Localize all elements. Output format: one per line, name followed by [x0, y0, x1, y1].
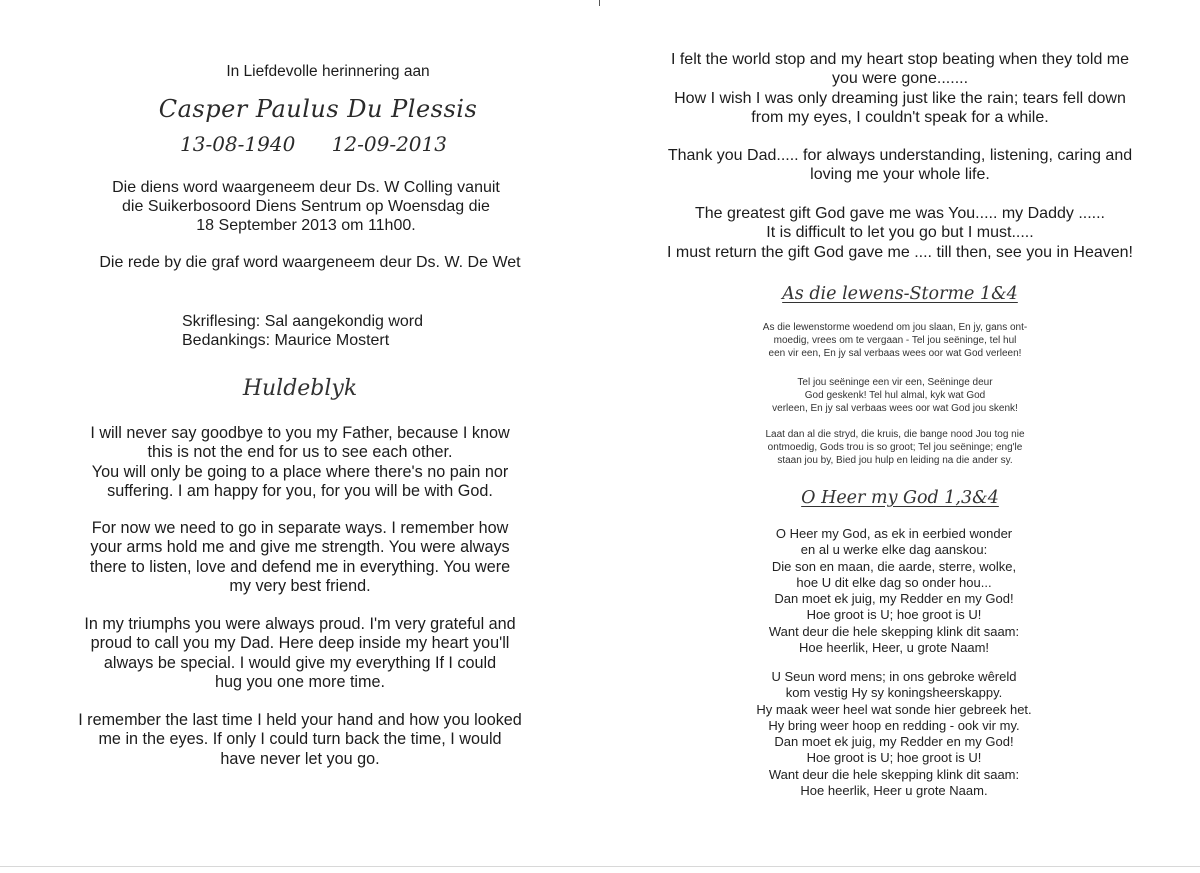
text-line: this is not the end for us to see each other.	[147, 443, 453, 462]
right-page	[600, 0, 1200, 873]
tribute-paragraph	[0, 615, 600, 692]
verse-line: Want deur die hele skepping klink dit saam:	[768, 623, 1020, 639]
verse-line: verleen, En jy sal verbaas wees oor wat God jou skenk!	[772, 403, 1018, 414]
verse-line: Hoe heerlik, Heer, u grote Naam!	[798, 640, 990, 656]
text-line: How I wish I was only dreaming just like the rain; tears fell down	[674, 89, 1126, 107]
tribute-paragraph	[0, 424, 600, 501]
verse-line: As die lewenstorme woedend om jou slaan, En jy, gans ont-	[762, 322, 1028, 333]
text-line: me in the eyes. If only I could turn back the time, I would	[98, 730, 502, 749]
verse-line: en al u werke elke dag aanskou:	[800, 542, 988, 558]
death-date: 12-09-2013	[331, 132, 447, 156]
text-line: suffering. I am happy for you, for you will be with God.	[107, 481, 493, 500]
text-line: loving me your whole life.	[810, 166, 990, 184]
thanks-line: Bedankings: Maurice Mostert	[182, 332, 390, 349]
service-line: 18 September 2013 om 11h00.	[196, 217, 416, 234]
verse-line: U Seun word mens; in ons gebroke wêreld	[771, 669, 1017, 684]
text-line: from my eyes, I couldn't speak for a while.	[751, 108, 1049, 126]
text-line: It is difficult to let you go but I must.....	[766, 224, 1034, 242]
hymn-title: As die lewens-Storme 1&4	[782, 284, 1018, 304]
service-line: die Suikerbosoord Diens Sentrum op Woensdag die	[122, 198, 490, 215]
text-line: your arms hold me and give me strength. You were always	[90, 538, 510, 557]
text-line: you were gone.......	[831, 70, 969, 88]
text-line: proud to call you my Dad. Here deep inside my heart you'll	[90, 634, 510, 653]
text-line: there to listen, love and defend me in everything. You were	[89, 557, 511, 576]
text-line: In my triumphs you were always proud. I'm very grateful and	[84, 615, 516, 633]
text-line: hug you one more time.	[214, 672, 386, 691]
service-details	[0, 178, 600, 235]
graveside-line: Die rede by die graf word waargeneem deur Ds. W. De Wet	[99, 254, 521, 271]
text-line: I must return the gift God gave me .... till then, see you in Heaven!	[666, 243, 1133, 261]
verse-line: moedig, vrees om te vergaan - Tel jou seëninge, tel hul	[773, 335, 1017, 346]
verse-line: Hoe groot is U; hoe groot is U!	[806, 750, 982, 766]
verse-line: Die son en maan, die aarde, sterre, wolke,	[771, 558, 1017, 574]
verse-line: Hy maak weer heel wat sonde hier gebreek het.	[756, 701, 1032, 717]
tribute-paragraph	[600, 204, 1200, 262]
text-line: Thank you Dad..... for always understanding, listening, caring and	[667, 147, 1133, 164]
hymn-title: O Heer my God 1,3&4	[801, 488, 999, 508]
verse-line: Hoe groot is U; hoe groot is U!	[806, 607, 982, 623]
verse-line: O Heer my God, as ek in eerbied wonder	[775, 526, 1013, 541]
tribute-paragraph	[600, 50, 1200, 127]
text-line: have never let you go.	[220, 749, 380, 768]
text-line: The greatest gift God gave me was You..... my Daddy ......	[695, 205, 1105, 222]
verse-line: ontmoedig, Gods trou is so groot; Tel jou seëninge; eng'le	[767, 442, 1023, 453]
hymn-verse	[600, 321, 1190, 360]
deceased-name: Casper Paulus Du Plessis	[158, 95, 478, 123]
verse-line: Hy bring weer hoop en redding - ook vir my.	[768, 717, 1020, 733]
text-line: I felt the world stop and my heart stop beating when they told me	[670, 51, 1130, 68]
verse-line: staan jou by, Bied jou hulp en leiding na die ander sy.	[777, 455, 1013, 466]
text-line: I will never say goodbye to you my Father, because I know	[90, 424, 510, 442]
tribute-paragraph	[600, 146, 1200, 185]
verse-line: een vir een, En jy sal verbaas wees oor wat God verleen!	[768, 348, 1022, 359]
verse-line: Laat dan al die stryd, die kruis, die bange nood Jou tog nie	[765, 429, 1025, 440]
tribute-paragraph	[0, 711, 600, 769]
hymn-verse	[600, 376, 1190, 415]
text-line: You will only be going to a place where there's no pain nor	[91, 462, 509, 481]
service-line: Die diens word waargeneem deur Ds. W Colling vanuit	[112, 179, 500, 196]
verse-line: Want deur die hele skepping klink dit saam:	[768, 766, 1020, 782]
text-line: my very best friend.	[229, 576, 371, 595]
hymn-verse	[600, 669, 1188, 799]
verse-line: God geskenk! Tel hul almal, kyk wat God	[804, 390, 986, 401]
hymn-verse	[600, 428, 1190, 467]
verse-line: Dan moet ek juig, my Redder en my God!	[774, 734, 1014, 750]
text-line: I remember the last time I held your hand and how you looked	[78, 711, 522, 729]
verse-line: hoe U dit elke dag so onder hou...	[796, 574, 992, 590]
tribute-title: Huldeblyk	[242, 376, 358, 401]
hymn-verse	[600, 526, 1188, 656]
life-dates	[180, 132, 447, 156]
scripture-reading-line: Skriflesing: Sal aangekondig word	[182, 313, 424, 330]
text-line: For now we need to go in separate ways. I remember how	[91, 519, 509, 537]
intro-line: In Liefdevolle herinnering aan	[226, 63, 430, 80]
tribute-paragraph	[0, 519, 600, 596]
verse-line: Tel jou seëninge een vir een, Seëninge deur	[797, 377, 993, 388]
verse-line: kom vestig Hy sy koningsheerskappy.	[785, 685, 1003, 701]
text-line: always be special. I would give my everything If I could	[103, 653, 497, 672]
verse-line: Dan moet ek juig, my Redder en my God!	[774, 591, 1014, 607]
readings-and-thanks	[182, 312, 423, 350]
birth-date: 13-08-1940	[180, 132, 296, 156]
verse-line: Hoe heerlik, Heer u grote Naam.	[800, 783, 988, 799]
